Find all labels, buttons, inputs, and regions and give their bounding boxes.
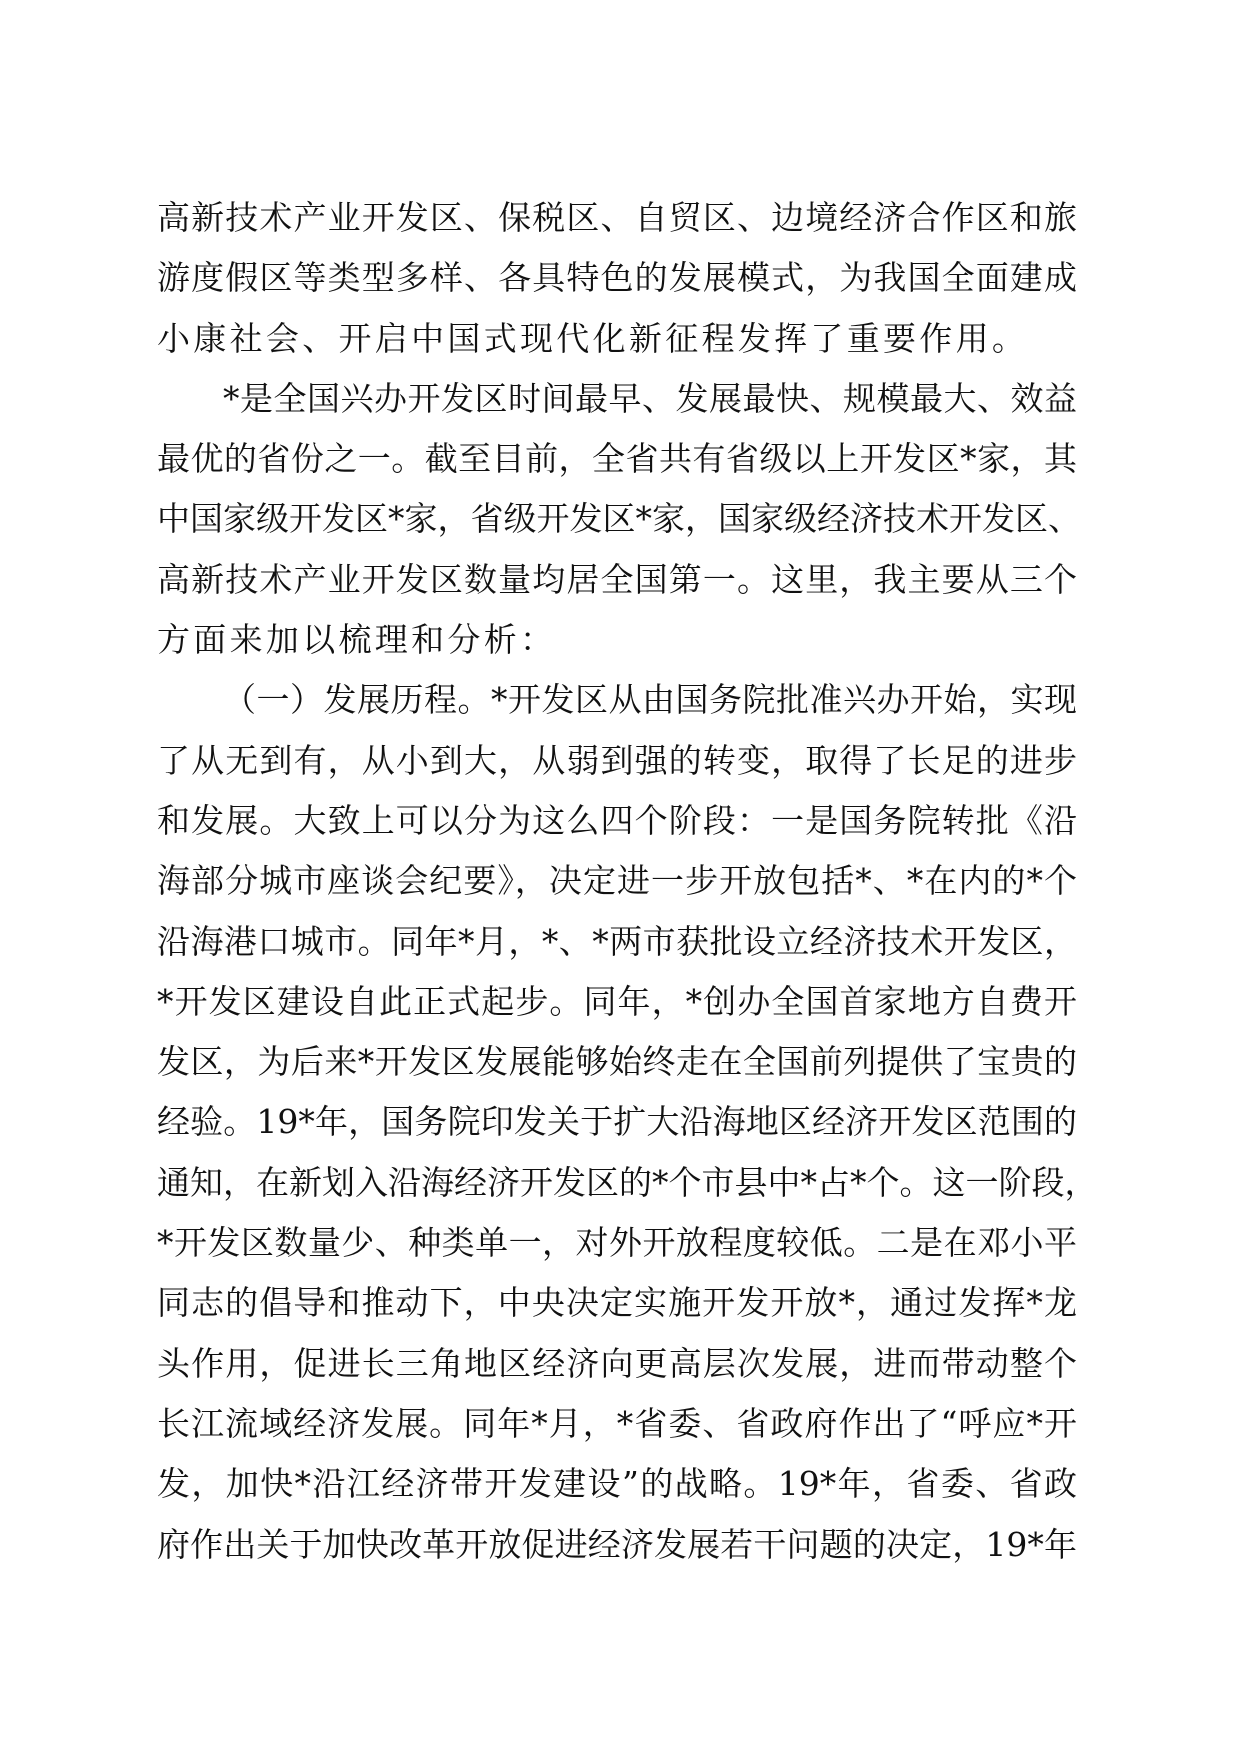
body-line: 高新技术产业开发区、保税区、自贸区、边境经济合作区和旅	[157, 198, 1077, 237]
body-line: 游度假区等类型多样、各具特色的发展模式，为我国全面建成	[157, 258, 1077, 298]
body-line: 最优的省份之一。截至目前，全省共有省级以上开发区*家，其	[157, 439, 1077, 479]
body-line: 经验。19*年，国务院印发关于扩大沿海地区经济开发区范围的	[157, 1102, 1077, 1142]
body-line: 府作出关于加快改革开放促进经济发展若干问题的决定，19*年	[157, 1524, 1077, 1564]
body-line: 中国家级开发区*家，省级开发区*家，国家级经济技术开发区、	[157, 499, 1081, 539]
body-line: *开发区建设自此正式起步。同年，*创办全国首家地方自费开	[157, 981, 1077, 1021]
body-line: 发，加快*沿江经济带开发建设”的战略。19*年，省委、省政	[157, 1464, 1077, 1504]
body-line: 同志的倡导和推动下，中央决定实施开发开放*，通过发挥*龙	[157, 1283, 1077, 1323]
document-body	[157, 188, 1098, 1575]
body-line: 长江流域经济发展。同年*月，*省委、省政府作出了“呼应*开	[157, 1403, 1077, 1443]
body-line: 小康社会、开启中国式现代化新征程发挥了重要作用。	[157, 318, 1029, 358]
body-line: 和发展。大致上可以分为这么四个阶段：一是国务院转批《沿	[157, 800, 1077, 840]
body-line: 头作用，促进长三角地区经济向更高层次发展，进而带动整个	[157, 1343, 1077, 1383]
body-line: 高新技术产业开发区数量均居全国第一。这里，我主要从三个	[157, 559, 1077, 599]
body-line: 了从无到有，从小到大，从弱到强的转变，取得了长足的进步	[157, 740, 1077, 780]
body-line: 方面来加以梳理和分析：	[157, 620, 557, 660]
body-line: （一）发展历程。*开发区从由国务院批准兴办开始，实现	[223, 680, 1077, 720]
body-line: *开发区数量少、种类单一，对外开放程度较低。二是在邓小平	[157, 1223, 1077, 1263]
body-line: 发区，为后来*开发区发展能够始终走在全国前列提供了宝贵的	[157, 1042, 1077, 1082]
body-line: 沿海港口城市。同年*月，*、*两市获批设立经济技术开发区，	[157, 921, 1077, 961]
body-line: 通知，在新划入沿海经济开发区的*个市县中*占*个。这一阶段，	[157, 1162, 1098, 1202]
body-line: 海部分城市座谈会纪要》，决定进一步开放包括*、*在内的*个	[157, 861, 1077, 901]
body-line: *是全国兴办开发区时间最早、发展最快、规模最大、效益	[223, 378, 1077, 418]
